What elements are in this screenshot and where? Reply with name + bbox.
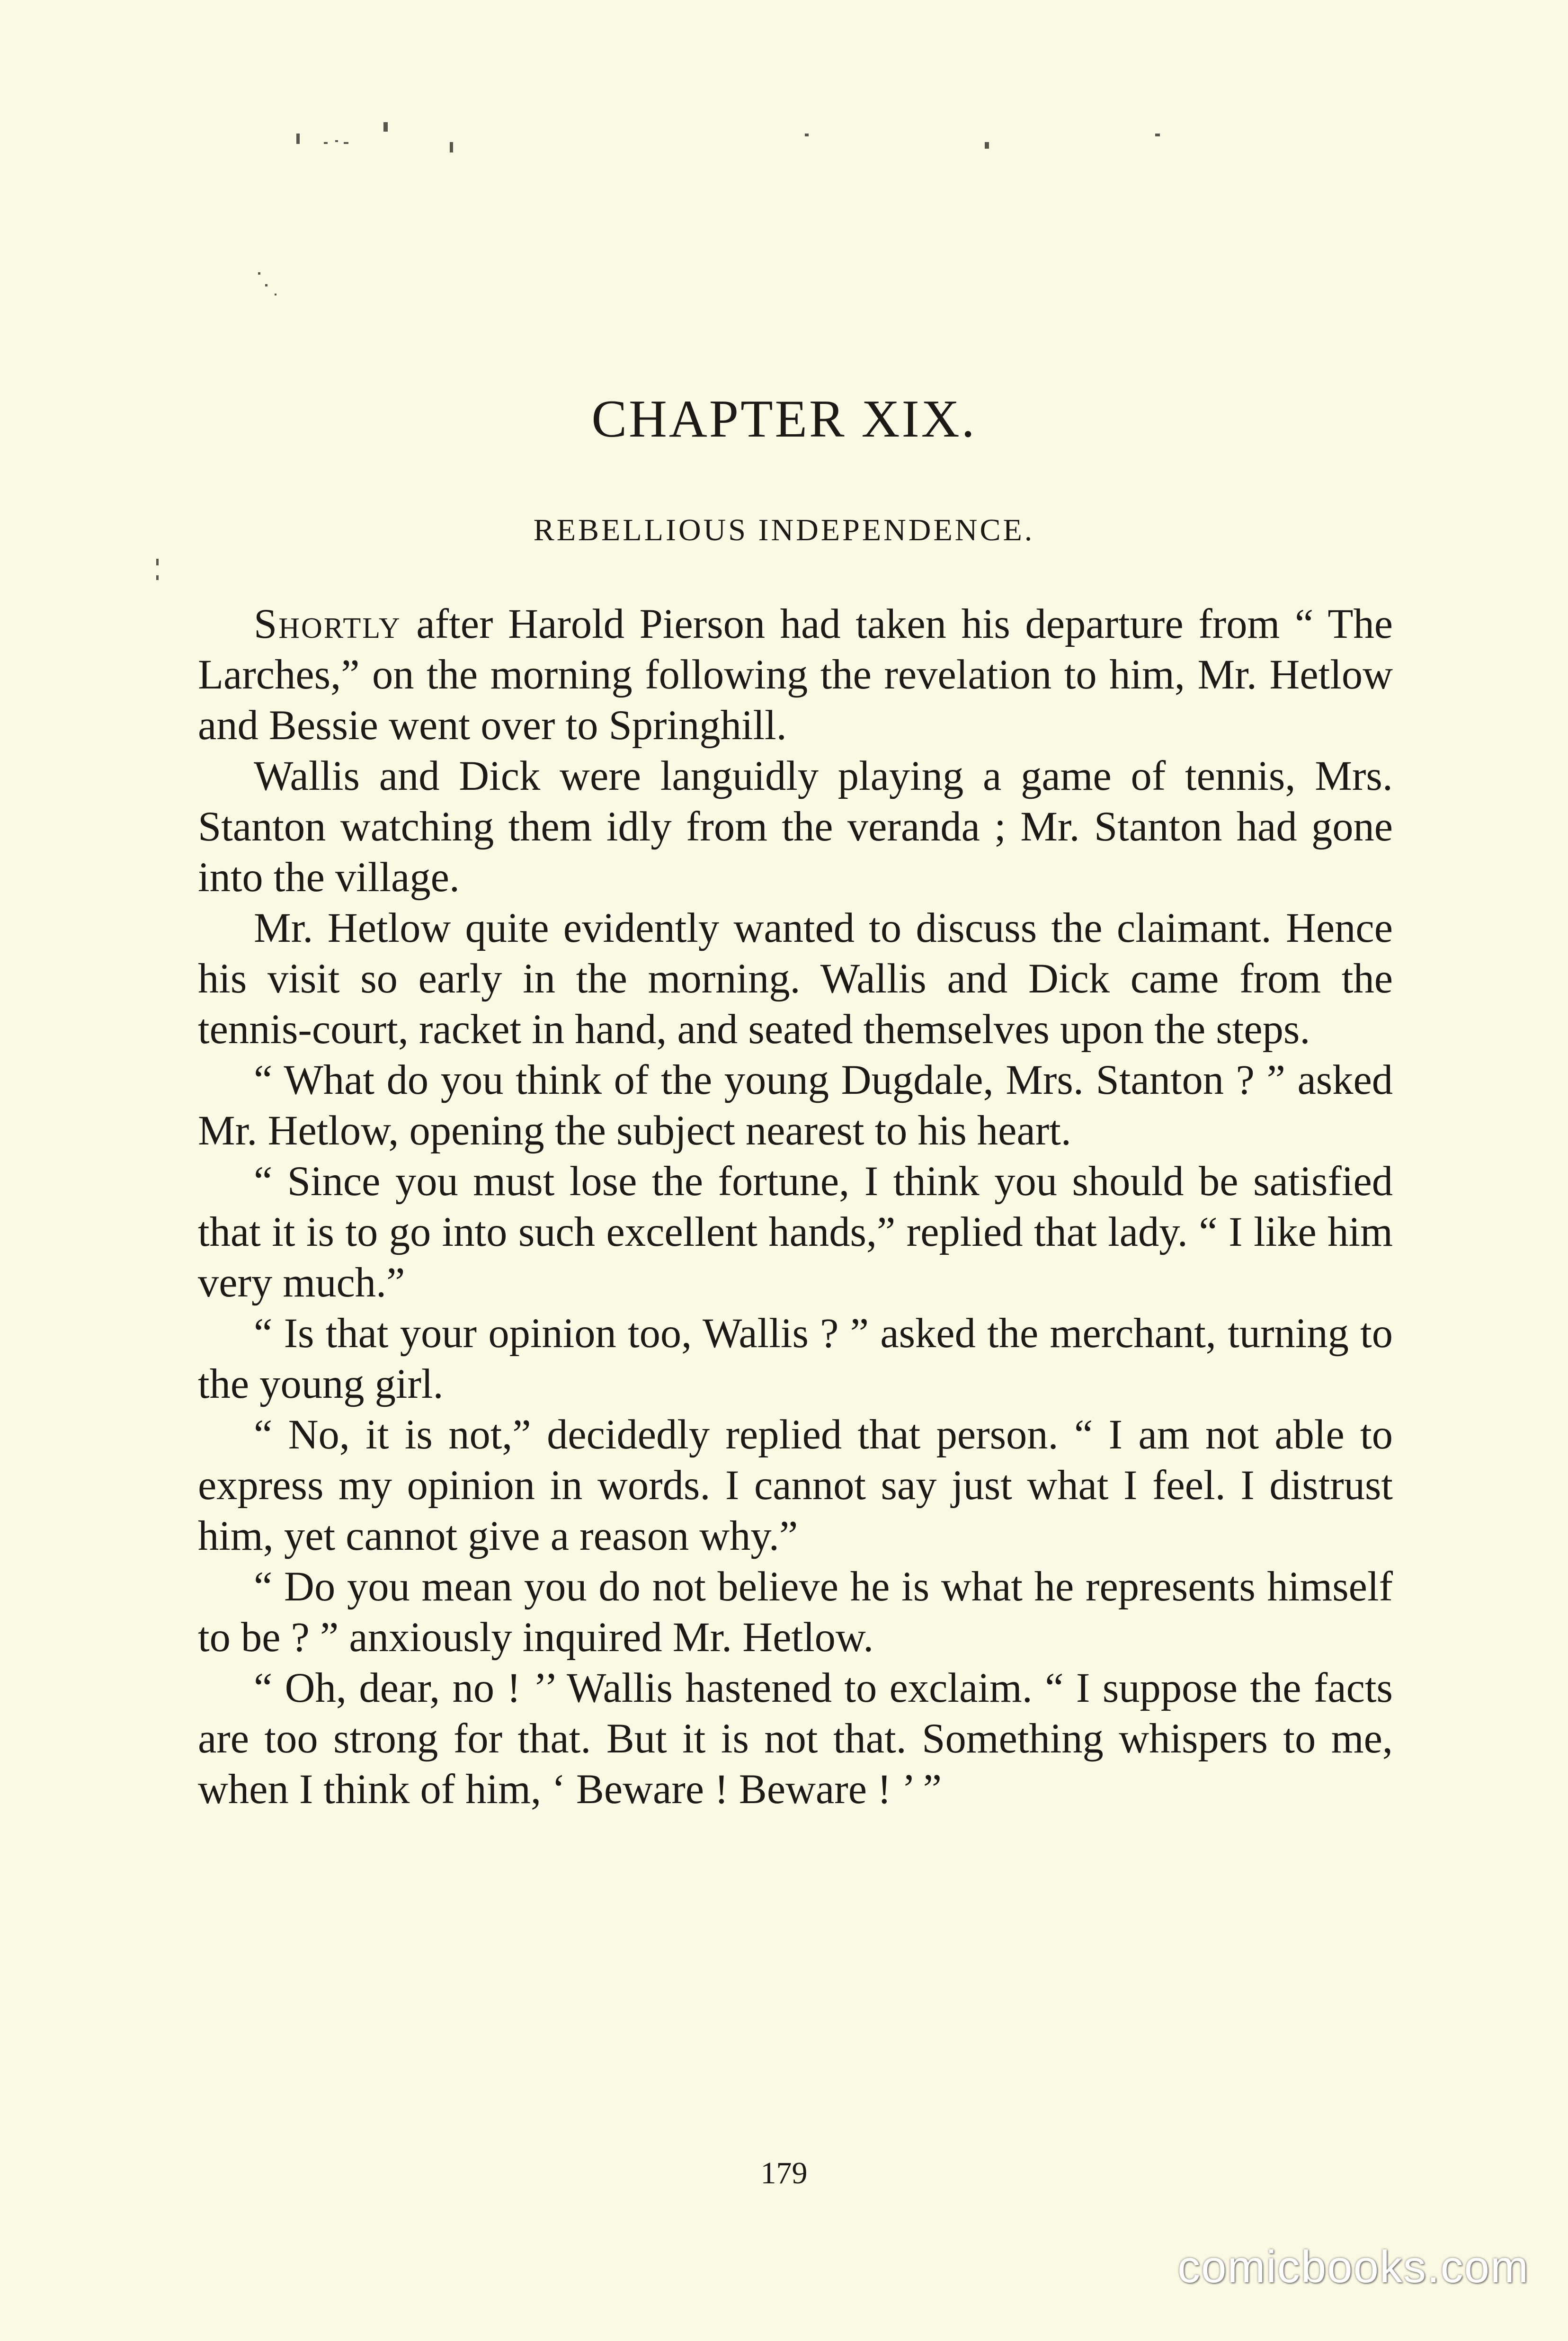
paragraph-text: Mr. Hetlow quite evidently wanted to discuss the claimant. Hence his visit so early in the morning. Wallis and Dick came from the tennis-court, racket in hand, and seated themselves upon the steps. bbox=[198, 905, 1393, 1053]
paragraph bbox=[198, 903, 1393, 1055]
chapter-body bbox=[198, 599, 1393, 1815]
paragraph-text: “ What do you think of the young Dugdale, Mrs. Stanton ? ” asked Mr. Hetlow, opening the subject nearest to his heart. bbox=[198, 1057, 1393, 1154]
paragraph bbox=[198, 1156, 1393, 1308]
paragraph bbox=[198, 1562, 1393, 1663]
paper-specks bbox=[0, 0, 1568, 663]
paragraph-text: “ Is that your opinion too, Wallis ? ” asked the merchant, turning to the young girl. bbox=[198, 1310, 1393, 1407]
watermark: comicbooks.com bbox=[1177, 2242, 1529, 2292]
paragraph-lead-word: Shortly bbox=[254, 601, 401, 647]
paragraph-text: after Harold Pierson had taken his departure from “ The Larches,” on the morning following the revelation to him, Mr. Hetlow and Bessie went over to Springhill. bbox=[198, 601, 1393, 749]
chapter-title: CHAPTER XIX. bbox=[591, 390, 977, 448]
paragraph-text: “ Do you mean you do not believe he is what he represents himself to be ? ” anxiously inquired Mr. Hetlow. bbox=[198, 1564, 1393, 1661]
paragraph bbox=[198, 751, 1393, 903]
paragraph bbox=[198, 1663, 1393, 1815]
chapter-subtitle: REBELLIOUS INDEPENDENCE. bbox=[533, 513, 1035, 547]
paragraph-text: “ Oh, dear, no ! ’’ Wallis hastened to exclaim. “ I suppose the facts are too strong for that. But it is not that. Something whispers to me, when I think of him, ‘ Beware ! Beware ! ’ ” bbox=[198, 1665, 1393, 1813]
paragraph bbox=[198, 1055, 1393, 1156]
paragraph bbox=[198, 1410, 1393, 1562]
page-number: 179 bbox=[760, 2156, 808, 2190]
paragraph-text: “ No, it is not,” decidedly replied that person. “ I am not able to express my opinion in words. I cannot say just what I feel. I distrust him, yet cannot give a reason why.” bbox=[198, 1412, 1393, 1559]
paragraph-text: Wallis and Dick were languidly playing a game of tennis, Mrs. Stanton watching them idly from the veranda ; Mr. Stanton had gone into the village. bbox=[198, 753, 1393, 901]
paragraph bbox=[198, 1308, 1393, 1410]
paragraph-text: “ Since you must lose the fortune, I think you should be satisfied that it is to go into such excellent hands,” replied that lady. “ I like him very much.” bbox=[198, 1158, 1393, 1306]
paragraph bbox=[198, 599, 1393, 751]
